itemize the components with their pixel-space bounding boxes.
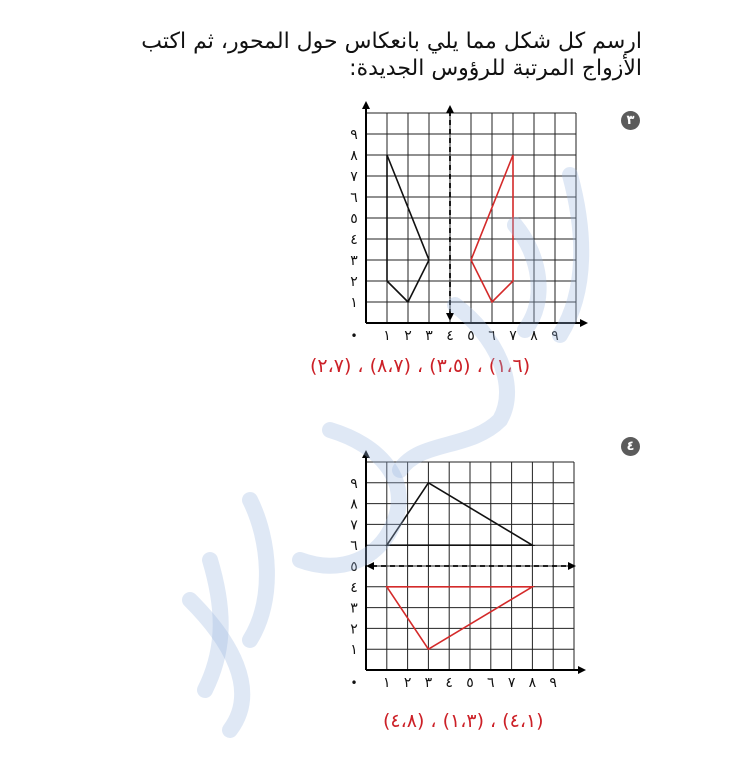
y-tick-label: ٢ <box>350 274 358 290</box>
reflection-axis-arrow-icon <box>366 562 374 570</box>
y-tick-label: ٧ <box>350 517 358 534</box>
y-tick-label: ١ <box>350 642 358 659</box>
x-tick-label: ٥ <box>466 675 474 691</box>
y-axis-arrow-icon <box>362 450 370 458</box>
y-tick-label: ٦ <box>350 190 358 206</box>
y-tick-label: ٧ <box>350 169 358 185</box>
x-tick-label: ١ <box>383 328 391 344</box>
x-tick-label: ٢ <box>403 675 412 691</box>
instruction-text: ارسم كل شكل مما يلي بانعكاس حول المحور، ثم اكتب الأزواج المرتبة للرؤوس الجديدة: <box>141 29 642 81</box>
answer-problem-3: (١،٦) ، (٣،٥) ، (٨،٧) ، (٢،٧) <box>310 355 531 377</box>
y-tick-label: ٨ <box>350 148 358 164</box>
x-tick-label: ١ <box>383 675 391 691</box>
problem-number-badge: ٣ <box>621 111 640 130</box>
x-tick-label: ٥ <box>467 328 475 344</box>
y-tick-label: ٥ <box>350 559 358 575</box>
x-tick-label: ٢ <box>404 328 412 344</box>
y-tick-label: ٢ <box>350 621 358 638</box>
x-tick-label: ٩ <box>549 675 557 691</box>
reflection-axis-arrow-icon <box>568 562 576 570</box>
y-tick-label: ٣ <box>350 253 358 269</box>
y-tick-label: ٩ <box>350 127 358 143</box>
x-axis-arrow-icon <box>578 666 586 674</box>
x-tick-label: ٤ <box>446 328 454 344</box>
y-tick-label: ٦ <box>350 538 358 555</box>
x-tick-label: ٨ <box>528 675 537 691</box>
x-tick-label: ٣ <box>425 328 433 344</box>
problem-number-badge: ٤ <box>621 437 640 456</box>
y-tick-label: ٣ <box>350 600 358 617</box>
answer-problem-4: (٤،١) ، (١،٣) ، (٤،٨) <box>383 710 544 732</box>
x-tick-label: ٣ <box>424 675 433 691</box>
x-tick-label: ٦ <box>488 328 496 344</box>
x-tick-label: ٧ <box>507 675 516 691</box>
origin-label: • <box>350 676 358 690</box>
x-tick-label: ٧ <box>509 328 517 344</box>
x-tick-label: ٩ <box>551 328 559 344</box>
reflected-shape <box>387 587 533 649</box>
y-tick-label: ٩ <box>350 475 358 492</box>
y-tick-label: ٤ <box>350 579 358 596</box>
y-tick-label: ٥ <box>350 211 358 227</box>
x-tick-label: ٨ <box>530 328 538 344</box>
y-tick-label: ٤ <box>350 232 358 248</box>
x-tick-label: ٦ <box>487 675 495 691</box>
origin-label: • <box>350 329 358 343</box>
original-shape <box>387 483 533 545</box>
y-tick-label: ٨ <box>350 496 358 513</box>
y-tick-label: ١ <box>350 295 358 311</box>
x-tick-label: ٤ <box>445 675 453 691</box>
